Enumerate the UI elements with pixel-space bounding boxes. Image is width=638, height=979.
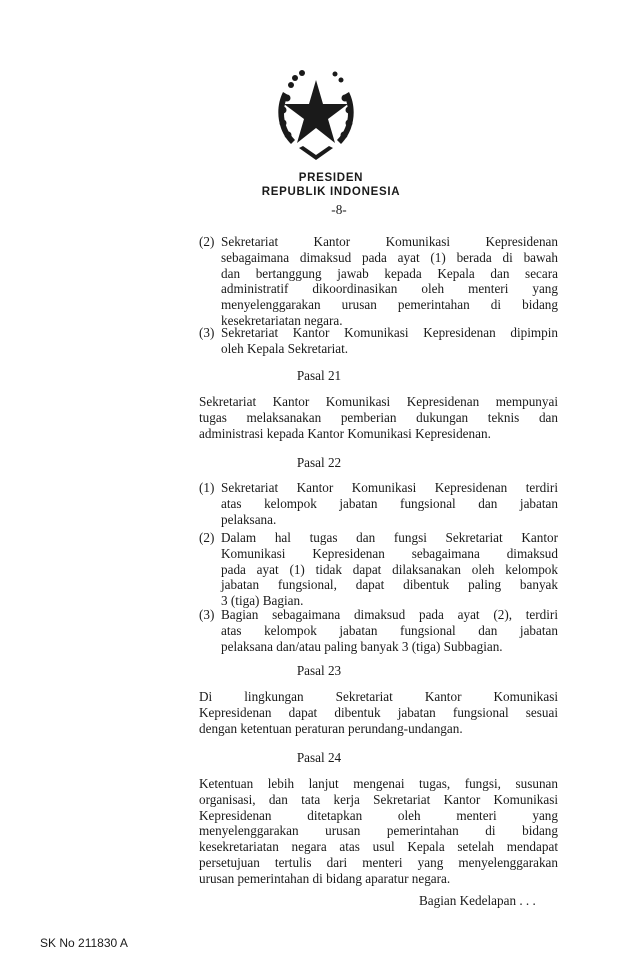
pasal23-heading: Pasal 23 <box>296 663 342 678</box>
pasal24-heading: Pasal 24 <box>296 750 342 765</box>
item-number: (3) <box>199 325 215 340</box>
item-line: Komunikasi Kepresidenan sebagaimana dimaksud <box>221 545 558 561</box>
pasal20-item-3 <box>199 325 558 357</box>
item-line: atas kelompok jabatan fungsional dan jabatan <box>221 622 558 638</box>
para-line: Sekretariat Kantor Komunikasi Kepresidenan mempunyai <box>199 394 558 409</box>
republik-indonesia-label: REPUBLIK INDONESIA <box>261 186 401 198</box>
item-line: dan bertanggung jawab kepada Kepala dan secara <box>221 265 558 281</box>
item-number: (2) <box>199 530 215 545</box>
item-line: sebagaimana dimaksud pada ayat (1) berada di bawah <box>221 249 558 265</box>
para-line: organisasi, dan tata kerja Sekretariat Kantor Komunikasi <box>199 791 558 807</box>
pasal24-body <box>199 776 558 887</box>
para-line: Di lingkungan Sekretariat Kantor Komunikasi <box>199 689 558 704</box>
para-line: Ketentuan lebih lanjut mengenai tugas, fungsi, susunan <box>199 776 558 791</box>
para-line: administrasi kepada Kantor Komunikasi Kepresidenan. <box>199 425 491 441</box>
item-number: (3) <box>199 607 215 622</box>
pasal22-heading: Pasal 22 <box>296 455 342 470</box>
pasal22-item-3 <box>199 607 558 654</box>
continuation-note: Bagian Kedelapan . . . <box>419 893 536 908</box>
pasal20-item-2 <box>199 234 558 329</box>
item-line: Dalam hal tugas dan fungsi Sekretariat Kantor <box>221 530 558 545</box>
pasal23-body <box>199 689 558 736</box>
para-line: urusan pemerintahan di bidang aparatur negara. <box>199 870 451 886</box>
item-line: Sekretariat Kantor Komunikasi Kepresidenan <box>221 234 558 249</box>
item-line: Bagian sebagaimana dimaksud pada ayat (2), terdiri <box>221 607 558 622</box>
item-line: jabatan fungsional, dapat dibentuk paling banyak <box>221 577 558 593</box>
presiden-label: PRESIDEN <box>298 172 364 184</box>
item-line: atas kelompok jabatan fungsional dan jabatan <box>221 495 558 511</box>
para-line: Kepresidenan dapat dibentuk jabatan fungsional sesuai <box>199 704 558 720</box>
item-line: Sekretariat Kantor Komunikasi Kepresidenan terdiri <box>221 480 558 495</box>
item-line: pelaksana dan/atau paling banyak 3 (tiga) Subbagian. <box>221 638 503 654</box>
item-number: (2) <box>199 234 215 249</box>
item-line: menyelenggarakan urusan pemerintahan di bidang <box>221 297 558 313</box>
para-line: menyelenggarakan urusan pemerintahan di bidang <box>199 823 558 839</box>
pasal22-item-2 <box>199 530 558 609</box>
para-line: dengan ketentuan peraturan perundang-undangan. <box>199 720 463 736</box>
item-line: oleh Kepala Sekretariat. <box>221 340 349 356</box>
para-line: persetujuan tertulis dari menteri yang menyelenggarakan <box>199 854 558 870</box>
garuda-emblem-icon <box>273 68 359 164</box>
header-title-line2 <box>12 182 638 200</box>
para-line: Kepresidenan ditetapkan oleh menteri yang <box>199 807 558 823</box>
document-code: SK No 211830 A <box>40 936 128 950</box>
page-number: -8- <box>331 202 347 217</box>
pasal22-item-1 <box>199 480 558 527</box>
pasal21-body <box>199 394 558 441</box>
item-line: 3 (tiga) Bagian. <box>221 593 304 609</box>
item-line: kesekretariatan negara. <box>221 312 343 328</box>
item-line: pada ayat (1) tidak dapat dilaksanakan oleh kelompok <box>221 561 558 577</box>
item-line: Sekretariat Kantor Komunikasi Kepresidenan dipimpin <box>221 325 558 340</box>
para-line: tugas melaksanakan pemberian dukungan teknis dan <box>199 409 558 425</box>
pasal21-heading: Pasal 21 <box>296 368 342 383</box>
item-line: administratif dikoordinasikan oleh menteri yang <box>221 281 558 297</box>
item-line: pelaksana. <box>221 511 277 527</box>
item-number: (1) <box>199 480 215 495</box>
para-line: kesekretariatan negara atas usul Kepala setelah mendapat <box>199 839 558 855</box>
